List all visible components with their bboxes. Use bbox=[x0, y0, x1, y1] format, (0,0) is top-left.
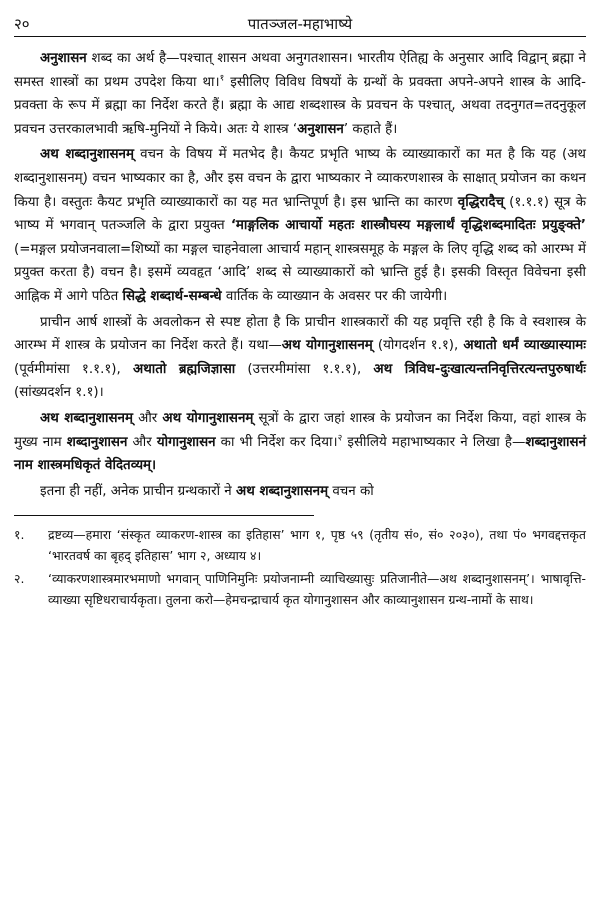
text-run: (पूर्वमीमांसा १.१.१), bbox=[14, 361, 133, 377]
text-run: वचन को bbox=[328, 483, 374, 499]
footnotes bbox=[14, 524, 586, 610]
footnote bbox=[14, 524, 586, 566]
bold-term: शब्दानुशासनं नाम शास्त्रमधिकृतं वेदितव्यम्। bbox=[14, 434, 587, 474]
footnote-marker: १ bbox=[219, 73, 225, 84]
text-run: और bbox=[132, 410, 163, 426]
footnote bbox=[14, 568, 586, 610]
text-run: वार्तिक के व्याख्यान के अवसर पर की जायेगी। bbox=[221, 288, 448, 304]
footnote-number: १. bbox=[14, 527, 25, 543]
text-run: प्राचीन आर्ष शास्त्रों के अवलोकन से स्पष्ट होता है कि प्राचीन शास्त्रकारों की यह प्रवृत्ति रही है कि वे स्वशास्त्र के आरम्भ में शास्त्र के प्रयोजन का निर्देश करते हैं। यथा— bbox=[14, 314, 586, 354]
footnote-divider bbox=[14, 515, 314, 516]
body-paragraph bbox=[14, 47, 586, 141]
bold-term: ‘माङ्गलिक आचार्यो महतः शास्त्रौघस्य मङ्गलार्थं वृद्धिशब्दमादितः प्रयुङ्क्ते’ bbox=[230, 218, 587, 234]
bold-term: अथातो ब्रह्मजिज्ञासा bbox=[132, 361, 236, 377]
text-run: (सांख्यदर्शन १.१)। bbox=[14, 385, 104, 401]
footnote-number: २. bbox=[14, 571, 25, 587]
bold-term: अथ शब्दानुशासनम् bbox=[40, 147, 134, 163]
bold-term: वृद्धिरादैच् bbox=[457, 194, 504, 210]
text-run: वचन के विषय में मतभेद है। कैयट प्रभृति भाष्य के व्याख्याकारों का मत है कि यह (अथ शब्दानुशासनम्) वचन भाष्यकार का है, और इस वचन के द्वारा भाष्यकार ने व्याकरणशास्त्र के साक्षात् प्रयोजन का कथन किया है। वस्तुतः कैयट प्रभृति व्याख्याकारों का यह मत भ्रान्तिपूर्ण है। इस भ्रान्ति का कारण bbox=[14, 147, 586, 210]
text-run: (१.१.१) सूत्र के भाष्य में भगवान् पतञ्जलि के द्वारा प्रयुक्त bbox=[14, 194, 586, 234]
bold-term: अनुशासन bbox=[297, 121, 344, 137]
page-header bbox=[14, 8, 586, 37]
bold-term: अथ त्रिविध-दुःखात्यन्तनिवृत्तिरत्यन्तपुरुषार्थः bbox=[373, 361, 586, 377]
text-run: इतना ही नहीं, अनेक प्राचीन ग्रन्थकारों ने bbox=[40, 483, 236, 499]
bold-term: शब्दानुशासन bbox=[66, 434, 128, 450]
body-paragraph bbox=[14, 311, 586, 405]
footnote-marker: २ bbox=[337, 433, 343, 444]
bold-term: अथ शब्दानुशासनम् bbox=[40, 410, 133, 426]
body-paragraph bbox=[14, 480, 586, 504]
bold-term: अथ शब्दानुशासनम् bbox=[236, 483, 329, 499]
text-run: इसीलिए विविध विषयों के ग्रन्थों के प्रवक्ता अपने-अपने शास्त्र के आदि-प्रवक्ता के रूप में ब्रह्मा का निर्देश करते हैं। ब्रह्मा के आद्य शब्दशास्त्र के प्रवचन के पश्चात्, अथवा तदनुगत=तदनुकूल प्रवचन उत्तरकालभावी ऋषि-मुनियों ने किये। अतः ये शास्त्र ‘ bbox=[14, 74, 586, 137]
body-paragraph bbox=[14, 407, 586, 478]
bold-term: अथ योगानुशासनम् bbox=[162, 410, 254, 426]
text-run: और bbox=[127, 434, 157, 450]
text-run: का भी निर्देश कर दिया। bbox=[215, 434, 338, 450]
bold-term: अथातो धर्मं व्याख्यास्यामः bbox=[463, 338, 587, 354]
bold-term: अनुशासन bbox=[40, 51, 87, 66]
bold-term: सिद्धे शब्दार्थ-सम्बन्धे bbox=[122, 288, 222, 304]
bold-term: योगानुशासन bbox=[156, 434, 216, 450]
text-run: (उत्तरमीमांसा १.१.१), bbox=[235, 361, 374, 377]
footnote-text: द्रष्टव्य—हमारा ‘संस्कृत व्याकरण-शास्त्र का इतिहास’ भाग १, पृष्ठ ५९ (तृतीय सं०, सं० २०३०), तथा पं० भगवद्दत्तकृत ‘भारतवर्ष का बृहद् इतिहास’ भाग २, अध्याय ४। bbox=[48, 527, 586, 564]
text-run: इसीलिये महाभाष्यकार ने लिखा है— bbox=[342, 434, 526, 450]
running-title: पातञ्जल-महाभाष्ये bbox=[247, 15, 353, 33]
text-run: (योगदर्शन १.१), bbox=[372, 338, 464, 354]
footnote-text: ‘व्याकरणशास्त्रमारभमाणो भगवान् पाणिनिमुनिः प्रयोजनाम्नी व्याचिख्यासुः प्रतिजानीते—अथ शब्दानुशासनम्’। भाषावृत्ति-व्याख्या सृष्टिधराचार्यकृता। तुलना करो—हेमचन्द्राचार्य कृत योगानुशासन और काव्यानुशासन ग्रन्थ-नामों के साथ। bbox=[48, 571, 586, 608]
page-number: २० bbox=[14, 15, 30, 33]
text-run: (=मङ्गल प्रयोजनवाला=शिष्यों का मङ्गल चाहनेवाला आचार्य महान् शास्त्रसमूह के मङ्गल के लिए वृद्धि शब्द को आरम्भ में प्रयुक्त करता है) वचन है। इसमें व्यवहृत ‘आदि’ शब्द से व्याख्याकारों को भ्रान्ति हुई है। इसकी विस्तृत विवेचना इसी आह्निक में आगे पठित bbox=[14, 241, 586, 304]
body-paragraph bbox=[14, 143, 586, 308]
bold-term: अथ योगानुशासनम् bbox=[281, 338, 373, 354]
text-run: ’ कहाते हैं। bbox=[343, 121, 398, 137]
text-run: शब्द का अर्थ है—पश्चात् शासन अथवा अनुगतशासन। भारतीय ऐतिह्य के अनुसार आदि विद्वान् ब्रह्मा ने समस्त शास्त्रों का प्रथम उपदेश किया था। bbox=[14, 51, 586, 90]
main-text bbox=[14, 47, 586, 503]
text-run: सूत्रों के द्वारा जहां शास्त्र के प्रयोजन का निर्देश किया, वहां शास्त्र के मुख्य नाम bbox=[14, 410, 586, 450]
